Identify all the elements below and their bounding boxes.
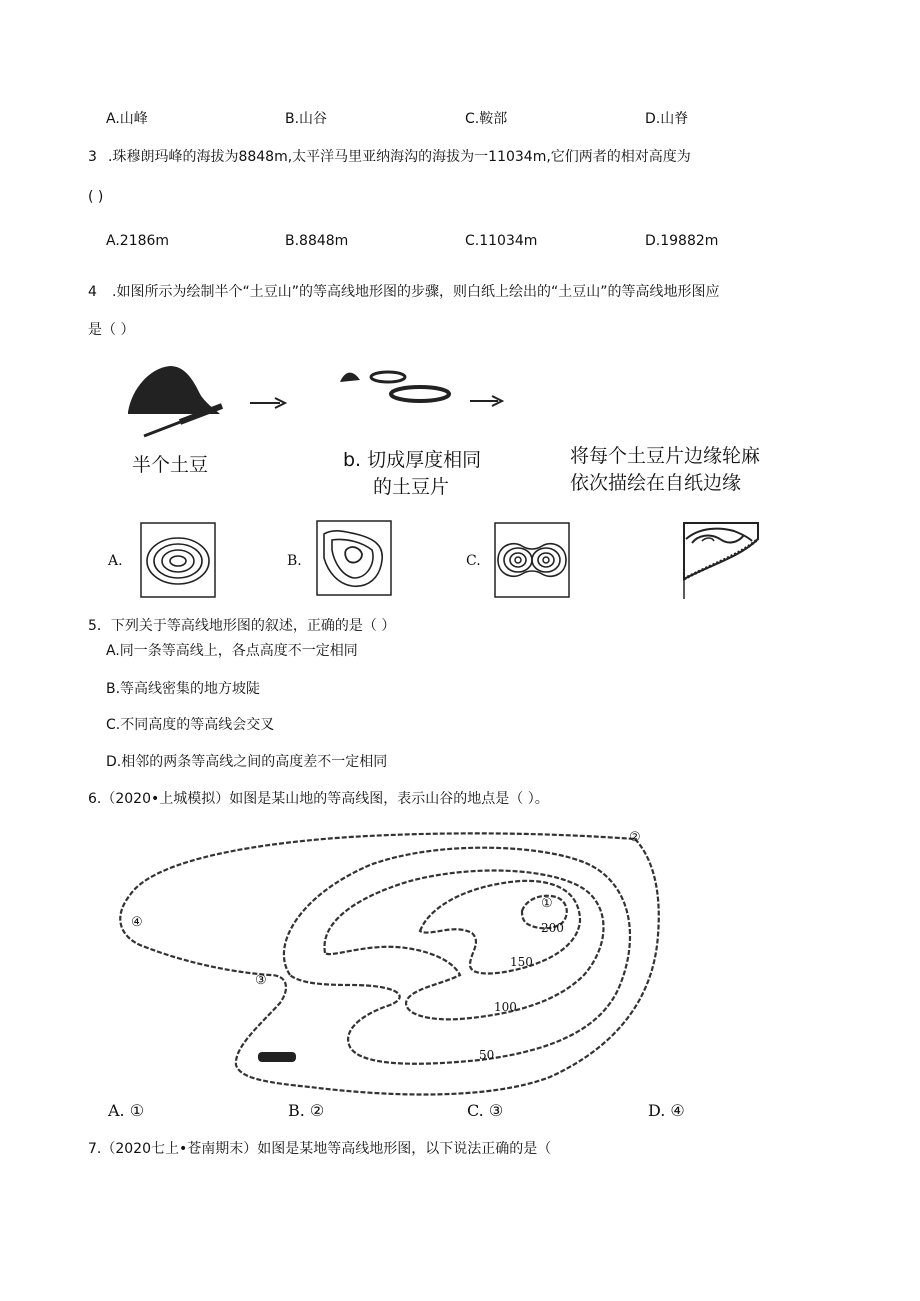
step1-caption: 半个土豆	[132, 454, 209, 476]
q3-stem: .珠穆朗玛峰的海拔为8848m,太平洋马里亚纳海沟的海拔为一11034m,它们两者的相对高度为	[108, 149, 691, 165]
contour-label-200: 200	[541, 921, 564, 935]
q4-number: 4	[88, 284, 97, 300]
q4-stem: .如图所示为绘制半个“土豆山”的等高线地形图的步骤，则白纸上绘出的“土豆山”的等高线地形图应	[112, 284, 720, 300]
q3-number: 3	[88, 149, 97, 165]
q6-contour-map	[110, 825, 670, 1105]
q4-option-b-contour-icon	[316, 520, 392, 596]
step3-caption-line2: 依次描绘在自纸边缘	[570, 472, 742, 494]
q4-option-c-label: C.	[466, 553, 481, 569]
q3-option-b: B.8848m	[285, 233, 349, 249]
contour-label-50: 50	[479, 1048, 495, 1062]
traced-paper-edge-illustration	[680, 519, 760, 601]
q3-option-a: A.2186m	[106, 233, 170, 249]
q3-option-c: C.11034m	[465, 233, 538, 249]
point-2-marker: ②	[629, 830, 641, 845]
dark-marker	[258, 1052, 296, 1062]
q2-option-b: B.山谷	[285, 111, 328, 127]
point-4-marker: ④	[131, 915, 143, 930]
q4-option-b-label: B.	[287, 553, 302, 569]
contour-label-100: 100	[494, 1000, 517, 1014]
q2-option-a: A.山峰	[106, 111, 148, 127]
q5-option-d: D.相邻的两条等高线之间的高度差不一定相同	[106, 754, 388, 770]
step2-caption-line1: b. 切成厚度相同	[343, 449, 482, 471]
q6-option-a: A. ①	[108, 1101, 145, 1120]
potato-steps-illustration	[120, 360, 520, 440]
q6-option-d: D. ④	[648, 1101, 685, 1120]
q2-option-d: D.山脊	[645, 111, 689, 127]
q4-option-c-contour-icon	[494, 522, 570, 598]
q6-stem: 6.（2020•上城模拟）如图是某山地的等高线图，表示山谷的地点是（ ）。	[88, 791, 549, 807]
q5-option-a: A.同一条等高线上，各点高度不一定相同	[106, 643, 358, 659]
q5-option-b: B.等高线密集的地方坡陡	[106, 681, 261, 697]
q7-stem: 7.（2020七上•苍南期末）如图是某地等高线地形图，以下说法正确的是（	[88, 1141, 552, 1157]
q5-stem: 5．下列关于等高线地形图的叙述，正确的是（ ）	[88, 618, 396, 634]
q4-option-a-contour-icon	[140, 522, 216, 598]
step2-caption-line2: 的土豆片	[373, 476, 450, 498]
q2-option-c: C.鞍部	[465, 111, 508, 127]
step3-caption-line1: 将每个土豆片边缘轮麻	[570, 445, 761, 467]
q3-option-d: D.19882m	[645, 233, 719, 249]
q6-option-c: C. ③	[467, 1101, 504, 1120]
point-3-marker: ③	[255, 973, 267, 988]
point-1-marker: ①	[541, 896, 553, 911]
q4-option-a-label: A.	[108, 553, 123, 569]
q3-answer-paren: ( )	[88, 189, 104, 205]
contour-label-150: 150	[510, 955, 533, 969]
q4-stem-line2: 是（ ）	[88, 322, 135, 338]
q5-option-c: C.不同高度的等高线会交叉	[106, 717, 275, 733]
q6-option-b: B. ②	[288, 1101, 325, 1120]
